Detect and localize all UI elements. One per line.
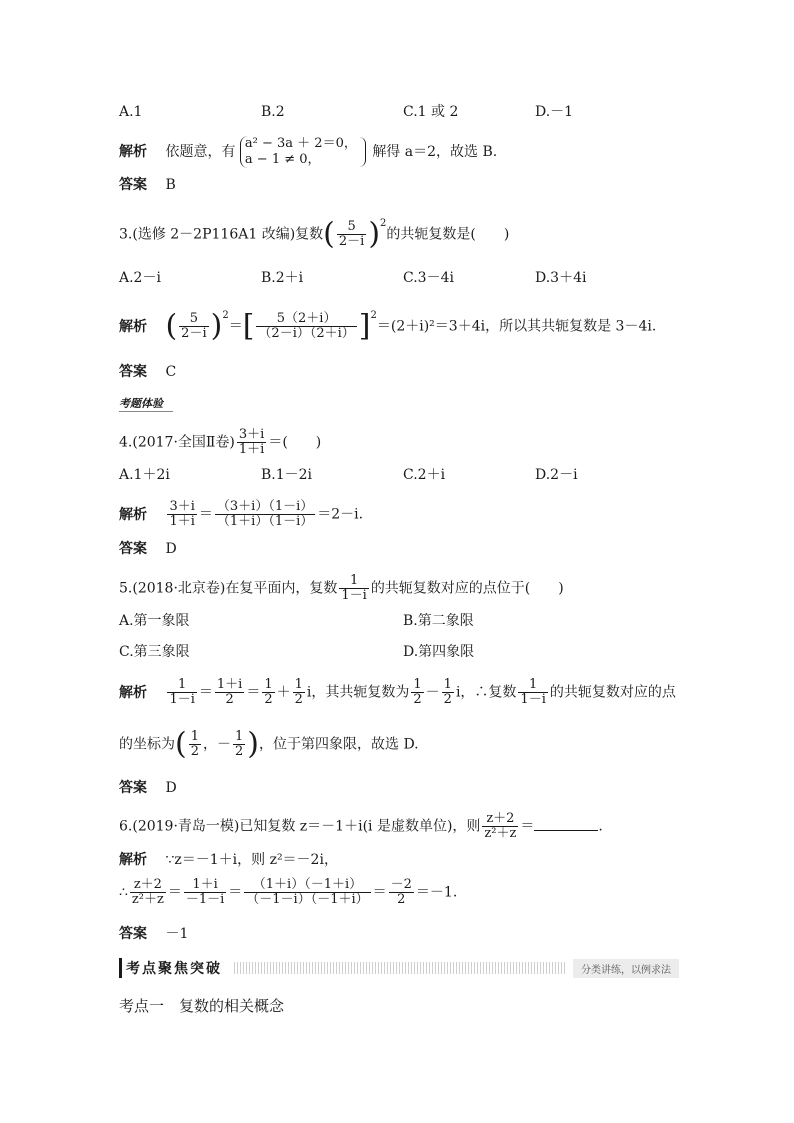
q6b-f1d: z²＋z [131, 892, 164, 907]
q5a-f3d: 2 [264, 692, 273, 707]
q5-analysis: 解析 $\frac{1}{1-i}$ ＝ $\frac{1+i}{2}$ ＝ $\frac{1}{2}$ ＋ $\frac{1}{2}$ i，其共轭复数为 $\frac{1}{2}$ － $\frac{1}{2}$ i，∴复数 $\frac{1}{1-i}$ 的共轭复数对应的点 [119, 677, 676, 707]
q5a-f4n: 1 [294, 677, 303, 692]
q5a-f5n: 1 [413, 677, 422, 692]
analysis-label: 解析 [119, 506, 147, 523]
q5-coord-open: ( [175, 726, 187, 762]
q6-frac-den: z²＋z [484, 826, 517, 841]
q6b-f3 [244, 878, 370, 907]
q5a-mid2: ，∴复数 [460, 684, 517, 701]
q5a-f3n: 1 [264, 677, 273, 692]
q5a-f5 [411, 678, 423, 707]
q3a-fraction [179, 312, 208, 341]
q3-option-a: A.2－i [119, 270, 161, 286]
q3-frac-den: 2－i [338, 234, 365, 249]
q3-analysis: 解析 ( $\frac{5}{2-i}$ )$^2$＝[ $\frac{5(2+i)}{(2-i)(2+i)}$ ]$^2$＝(2＋i)²＝3＋4i，所以其共轭复数是 3－4i. [119, 308, 657, 344]
exam-experience-heading: 考题体验 [119, 395, 173, 412]
q5-coord-close: ) [247, 726, 259, 762]
q4a-fraction-2 [215, 500, 315, 529]
q2-analysis-prefix: 依题意，有 [165, 144, 236, 160]
q5a-f2n: 1＋i [216, 677, 243, 692]
section-title: 考点聚焦突破 [119, 958, 228, 978]
q5c-f1d: 2 [190, 744, 199, 759]
q4-option-c: C.2＋i [403, 467, 446, 483]
q6-answer-value: －1 [165, 926, 189, 942]
q3-frac-num: 5 [347, 219, 356, 234]
q5-option-c: C.第三象限 [119, 644, 190, 660]
analysis-label: 解析 [119, 144, 147, 160]
q5a-f4 [293, 678, 305, 707]
q4a-fraction-1 [167, 500, 196, 529]
q3-option-d: D.3＋4i [535, 270, 587, 286]
section-header [119, 958, 679, 978]
q4a-suffix: ＝2－i. [317, 506, 364, 523]
q6b-f2n: 1＋i [192, 877, 218, 892]
q2-analysis-suffix: 解得 a＝2，故选 B. [372, 144, 498, 160]
q5a-f4d: 2 [294, 692, 303, 707]
q5a-f3 [262, 678, 274, 707]
q5c-f1 [189, 730, 201, 759]
q5a-f7d: 1－i [520, 692, 546, 707]
q4a-den2: （1＋i）（1－i） [216, 514, 314, 529]
q5-answer-value: D [165, 780, 177, 796]
q5-option-d: D.第四象限 [403, 644, 475, 660]
q4-option-a: A.1＋2i [119, 467, 170, 483]
analysis-label: 解析 [119, 852, 147, 868]
q6b-f1 [130, 878, 166, 907]
q2-answer-value: B [165, 177, 176, 193]
q2-sys-line2: a − 1 ≠ 0， [244, 152, 321, 167]
q6b-f3n: （1＋i）（－1＋i） [252, 877, 363, 892]
analysis-label: 解析 [119, 318, 147, 335]
q4-answer [119, 539, 177, 559]
q6b-prefix: ∴ [119, 884, 128, 901]
q3-fraction [337, 220, 366, 249]
section-subtitle: 分类讲练，以例求法 [573, 959, 679, 978]
q6-analysis-line1: ∵z＝－1＋i，则 z²＝－2i， [165, 852, 338, 868]
q2-option-c: C.1 或 2 [403, 104, 459, 120]
q3a-bracket-open: [ [242, 308, 255, 344]
q3-exponent: 2 [380, 218, 387, 229]
q4-option-b: B.1－2i [261, 467, 313, 483]
q4-fraction [237, 428, 266, 457]
q2-equation-system [240, 136, 357, 168]
q5-stem-prefix: 5.(2018·北京卷)在复平面内，复数 [119, 580, 338, 597]
q2-sys-line1: a² − 3a ＋ 2＝0， [244, 136, 357, 151]
q3a-big-fraction [256, 312, 356, 341]
q6b-f4d: 2 [389, 892, 414, 907]
q3-answer [119, 362, 176, 382]
q5c-f2n: 1 [235, 729, 244, 744]
q4-frac-den: 1＋i [238, 442, 265, 457]
point-one-heading: 考点一 复数的相关概念 [119, 997, 285, 1015]
q2-option-a: A.1 [119, 104, 143, 120]
q5c-f1n: 1 [190, 729, 199, 744]
q5-stem-suffix: 的共轭复数对应的点位于( ) [370, 580, 564, 597]
answer-label: 答案 [119, 177, 147, 193]
q4-frac-num: 3＋i [238, 427, 265, 442]
q3a-big-num: 5（2＋i） [276, 311, 337, 326]
q5-stem [119, 574, 564, 603]
q4a-num1: 3＋i [169, 499, 195, 514]
q3-option-b: B.2＋i [261, 270, 304, 286]
q4-stem-prefix: 4.(2017·全国Ⅱ卷) [119, 434, 235, 451]
q2-sys-brace [359, 137, 366, 167]
q3-stem-suffix: 的共轭复数是( ) [386, 226, 510, 243]
q4-option-d: D.2－i [535, 467, 578, 483]
q6b-f1n: z＋2 [133, 877, 162, 892]
q4-stem-suffix: ＝( ) [268, 434, 322, 451]
q5-line2-suffix: ，位于第四象限，故选 D. [259, 736, 419, 753]
q6-fraction [482, 812, 518, 841]
q3-paren-close: ) [368, 216, 381, 252]
q5a-f6d: 2 [443, 692, 452, 707]
q5c-f2 [233, 730, 245, 759]
q5a-f1d: 1－i [169, 692, 195, 707]
q3a-suffix: ＝(2＋i)²＝3＋4i，所以其共轭复数是 3－4i. [376, 318, 657, 335]
q6b-f4 [389, 878, 414, 907]
q6-analysis-line2: ∴ $\frac{z+2}{\text{z²＋z}}$ ＝ $\frac{1+i}{-1-i}$ ＝ $\frac{(1+i)(-1+i)}{(-1-i)(-1+i)}$ ＝ $\frac{-2}{2}$ ＝－1. [119, 877, 458, 907]
q2-analysis [119, 136, 497, 168]
q3a-big-den: （2－i）（2＋i） [258, 326, 355, 341]
q4-answer-value: D [165, 541, 177, 557]
answer-label: 答案 [119, 364, 147, 380]
q6-stem-suffix: ＝ [520, 818, 535, 835]
q2-option-b: B.2 [261, 104, 285, 120]
q5a-f5d: 2 [413, 692, 422, 707]
q2-option-d: D.－1 [535, 104, 574, 120]
answer-label: 答案 [119, 780, 147, 796]
q5a-f7n: 1 [529, 677, 538, 692]
q3a-frac-den: 2－i [181, 326, 207, 341]
q5-fraction [339, 574, 368, 603]
q3-option-c: C.3－4i [403, 270, 454, 286]
q3-stem-prefix: 3.(选修 2－2P116A1 改编)复数 [119, 226, 324, 243]
q3a-bracket-close: ] [358, 308, 371, 344]
q5a-tail: 的共轭复数对应的点 [549, 684, 676, 701]
q4a-den1: 1＋i [169, 514, 195, 529]
q3-stem [119, 216, 510, 252]
q6-frac-num: z＋2 [486, 811, 515, 826]
q4a-num2: （3＋i）（1－i） [216, 499, 314, 514]
q6b-f2d: －1－i [185, 892, 225, 907]
q5-option-a: A.第一象限 [119, 613, 190, 629]
q6-analysis [119, 850, 338, 870]
q6-answer-blank [534, 816, 598, 831]
q6b-suffix: ＝－1. [415, 884, 458, 901]
q6b-f3d: （－1－i）（－1＋i） [246, 892, 369, 907]
q6b-f4n: －2 [390, 877, 412, 892]
q5a-f6n: 1 [443, 677, 452, 692]
q3-paren-open: ( [323, 216, 335, 252]
q6-answer [119, 924, 188, 944]
q5a-f1n: 1 [178, 677, 187, 692]
q3-answer-value: C [165, 364, 177, 380]
q5a-f6 [442, 678, 454, 707]
q3a-paren-open: ( [165, 308, 178, 344]
q5a-f2 [215, 678, 244, 707]
q4-analysis: 解析 $\frac{3+i}{1+i}$ ＝ $\frac{(3+i)(1-i)}{(1+i)(1-i)}$ ＝2－i. [119, 499, 364, 529]
q6-stem: 6.(2019·青岛一模)已知复数 z＝－1＋i(i 是虚数单位)，则 $\frac{z+2}{\text{z²＋z}}$ ＝ . [119, 811, 603, 841]
section-hatch-decoration [234, 962, 567, 974]
q5-frac-num: 1 [349, 573, 359, 588]
q5-analysis-line2: 的坐标为( $\frac{1}{2}$ ，－ $\frac{1}{2}$ )，位于第四象限，故选 D. [119, 726, 419, 762]
q3a-exp1: 2 [222, 310, 229, 321]
q6b-f2 [184, 878, 226, 907]
q2-answer [119, 175, 176, 195]
q5-frac-den: 1－i [341, 588, 367, 603]
q5a-f7 [518, 678, 547, 707]
analysis-label: 解析 [119, 684, 147, 701]
q6-stem-prefix: 6.(2019·青岛一模)已知复数 z＝－1＋i(i 是虚数单位)，则 [119, 818, 481, 835]
q5a-f2d: 2 [215, 692, 244, 707]
q5a-f1 [167, 678, 196, 707]
q5a-mid: ，其共轭复数为 [311, 684, 410, 701]
q3a-frac-num: 5 [189, 311, 199, 326]
q5-answer [119, 778, 177, 798]
q5-option-b: B.第二象限 [403, 613, 474, 629]
q3a-paren-close: ) [210, 308, 223, 344]
q4-stem [119, 428, 321, 457]
q5-line2-prefix: 的坐标为 [119, 736, 175, 753]
answer-label: 答案 [119, 541, 147, 557]
q5c-f2d: 2 [235, 744, 244, 759]
answer-label: 答案 [119, 926, 147, 942]
q3a-exp2: 2 [370, 310, 377, 321]
